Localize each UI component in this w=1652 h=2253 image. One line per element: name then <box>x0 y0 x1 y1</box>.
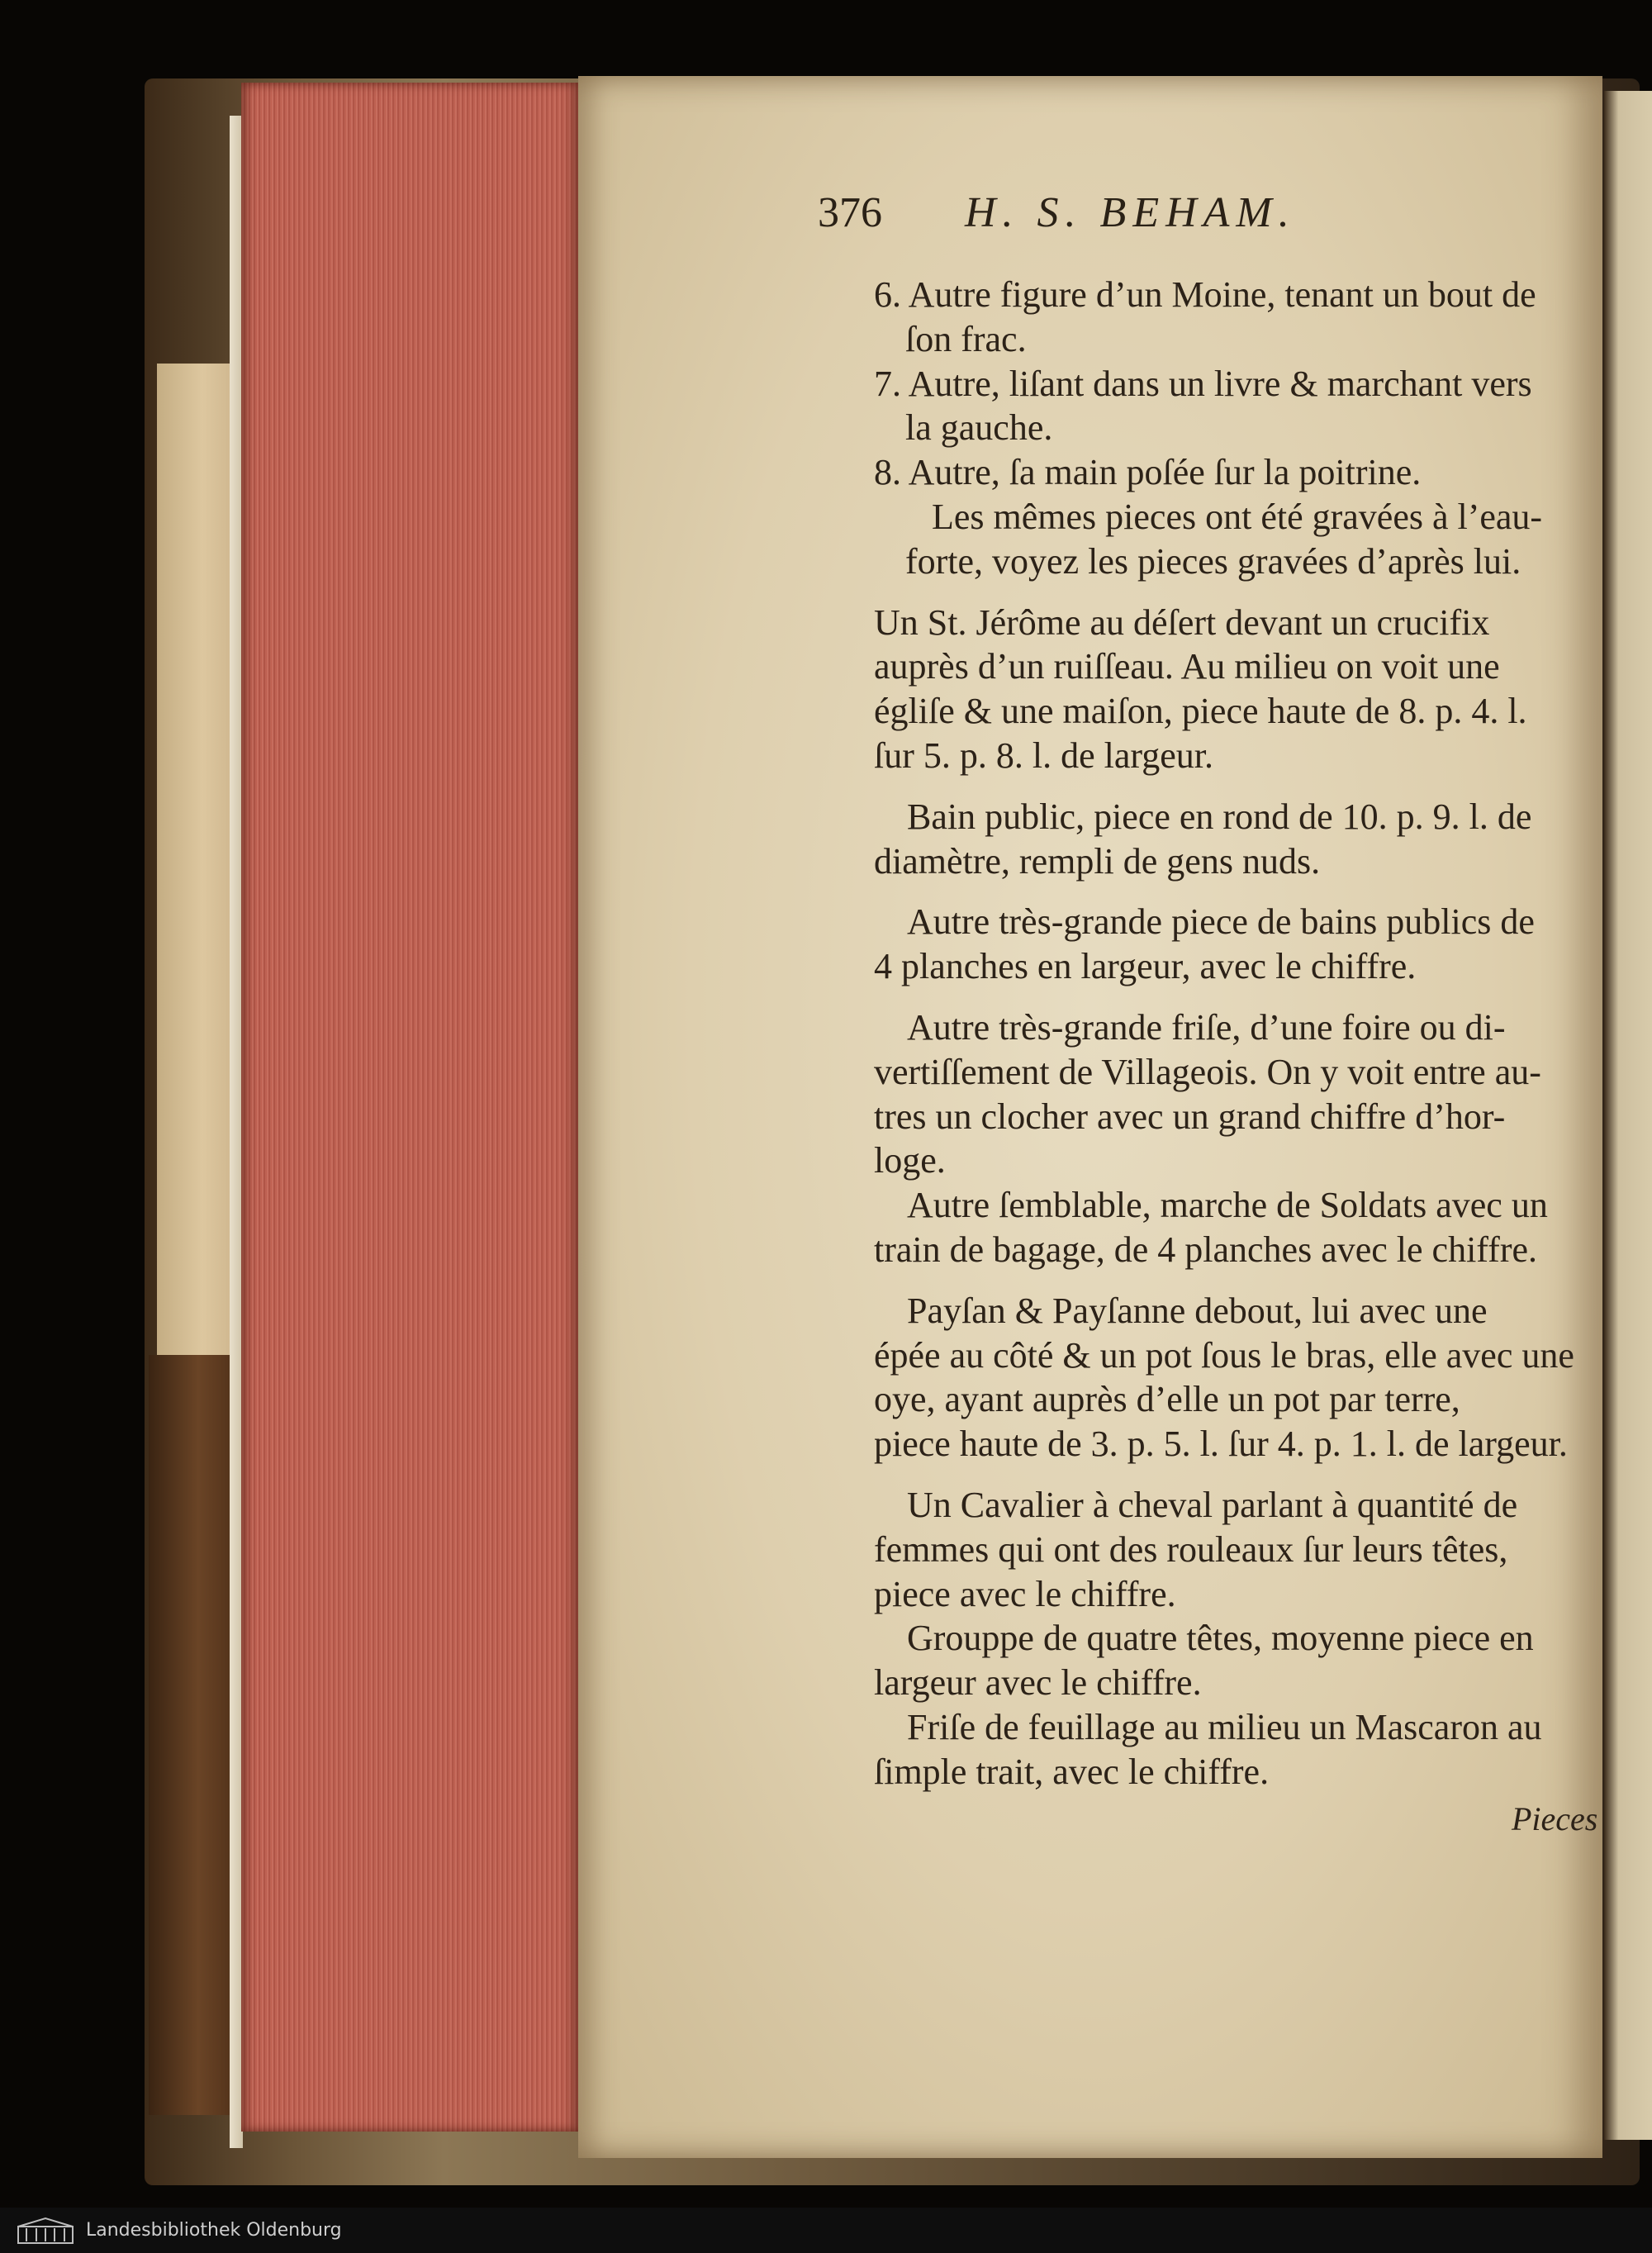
running-head <box>818 188 1412 246</box>
page-number: 376 <box>818 189 882 236</box>
text-line: 8. Autre, ſa main poſée ſur la poitrine. <box>874 452 1422 493</box>
text-line: 7. Autre, liſant dans un livre & marchant vers <box>874 363 1532 404</box>
text-line: épée au côté & un pot ſous le bras, elle avec une <box>874 1334 1574 1376</box>
page-text <box>874 273 1584 1794</box>
footer-bar <box>0 2208 1652 2253</box>
text-line: Friſe de feuillage au milieu un Mascaron au <box>907 1706 1542 1747</box>
text-line: tres un clocher avec un grand chiffre d’hor- <box>874 1096 1506 1137</box>
text-line: Grouppe de quatre têtes, moyenne piece en <box>907 1618 1534 1659</box>
text-line: Autre ſemblable, marche de Soldats avec un <box>907 1185 1548 1226</box>
text-line: Les mêmes pieces ont été gravées à l’eau- <box>932 496 1543 537</box>
text-line: égliſe & une maiſon, piece haute de 8. p. 4. l. <box>874 691 1527 732</box>
text-line: auprès d’un ruiſſeau. Au milieu on voit une <box>874 646 1500 687</box>
catchword: Pieces <box>1512 1800 1598 1837</box>
text-line: ſur 5. p. 8. l. de largeur. <box>874 734 1213 776</box>
text-line: Un St. Jérôme au déſert devant un crucifix <box>874 601 1490 643</box>
text-line: Autre très-grande friſe, d’une foire ou di- <box>907 1006 1506 1048</box>
text-line: Bain public, piece en rond de 10. p. 9. l. de <box>907 796 1532 837</box>
red-page-edges <box>241 83 580 2132</box>
text-line: la gauche. <box>905 407 1053 449</box>
running-head-title: H. S. BEHAM. <box>965 189 1296 236</box>
text-line: train de bagage, de 4 planches avec le chiffre. <box>874 1229 1537 1270</box>
text-line: Payſan & Payſanne debout, lui avec une <box>907 1290 1488 1331</box>
text-line: diamètre, rempli de gens nuds. <box>874 840 1321 882</box>
library-name: Landesbibliothek Oldenburg <box>86 2220 342 2241</box>
next-page-edge <box>1604 91 1652 2140</box>
text-line: piece haute de 3. p. 5. l. ſur 4. p. 1. l. de largeur. <box>874 1424 1568 1465</box>
text-line: 6. Autre figure d’un Moine, tenant un bout de <box>874 274 1536 315</box>
text-line: ſon frac. <box>905 318 1027 359</box>
text-line: Un Cavalier à cheval parlant à quantité de <box>907 1484 1518 1525</box>
text-line: Autre très-grande piece de bains publics de <box>907 901 1535 943</box>
text-line: forte, voyez les pieces gravées d’après lui. <box>905 540 1521 582</box>
text-line: vertiſſement de Villageois. On y voit entre au- <box>874 1051 1541 1092</box>
text-line: piece avec le chiffre. <box>874 1573 1176 1614</box>
library-building-icon <box>17 2217 74 2245</box>
text-line: ſimple trait, avec le chiffre. <box>874 1751 1270 1792</box>
text-line: 4 planches en largeur, avec le chiffre. <box>874 946 1417 987</box>
text-line: loge. <box>874 1140 946 1181</box>
text-line: femmes qui ont des rouleaux ſur leurs têtes, <box>874 1528 1508 1570</box>
text-line: oye, ayant auprès d’elle un pot par terre, <box>874 1379 1460 1420</box>
text-line: largeur avec le chiffre. <box>874 1662 1202 1704</box>
